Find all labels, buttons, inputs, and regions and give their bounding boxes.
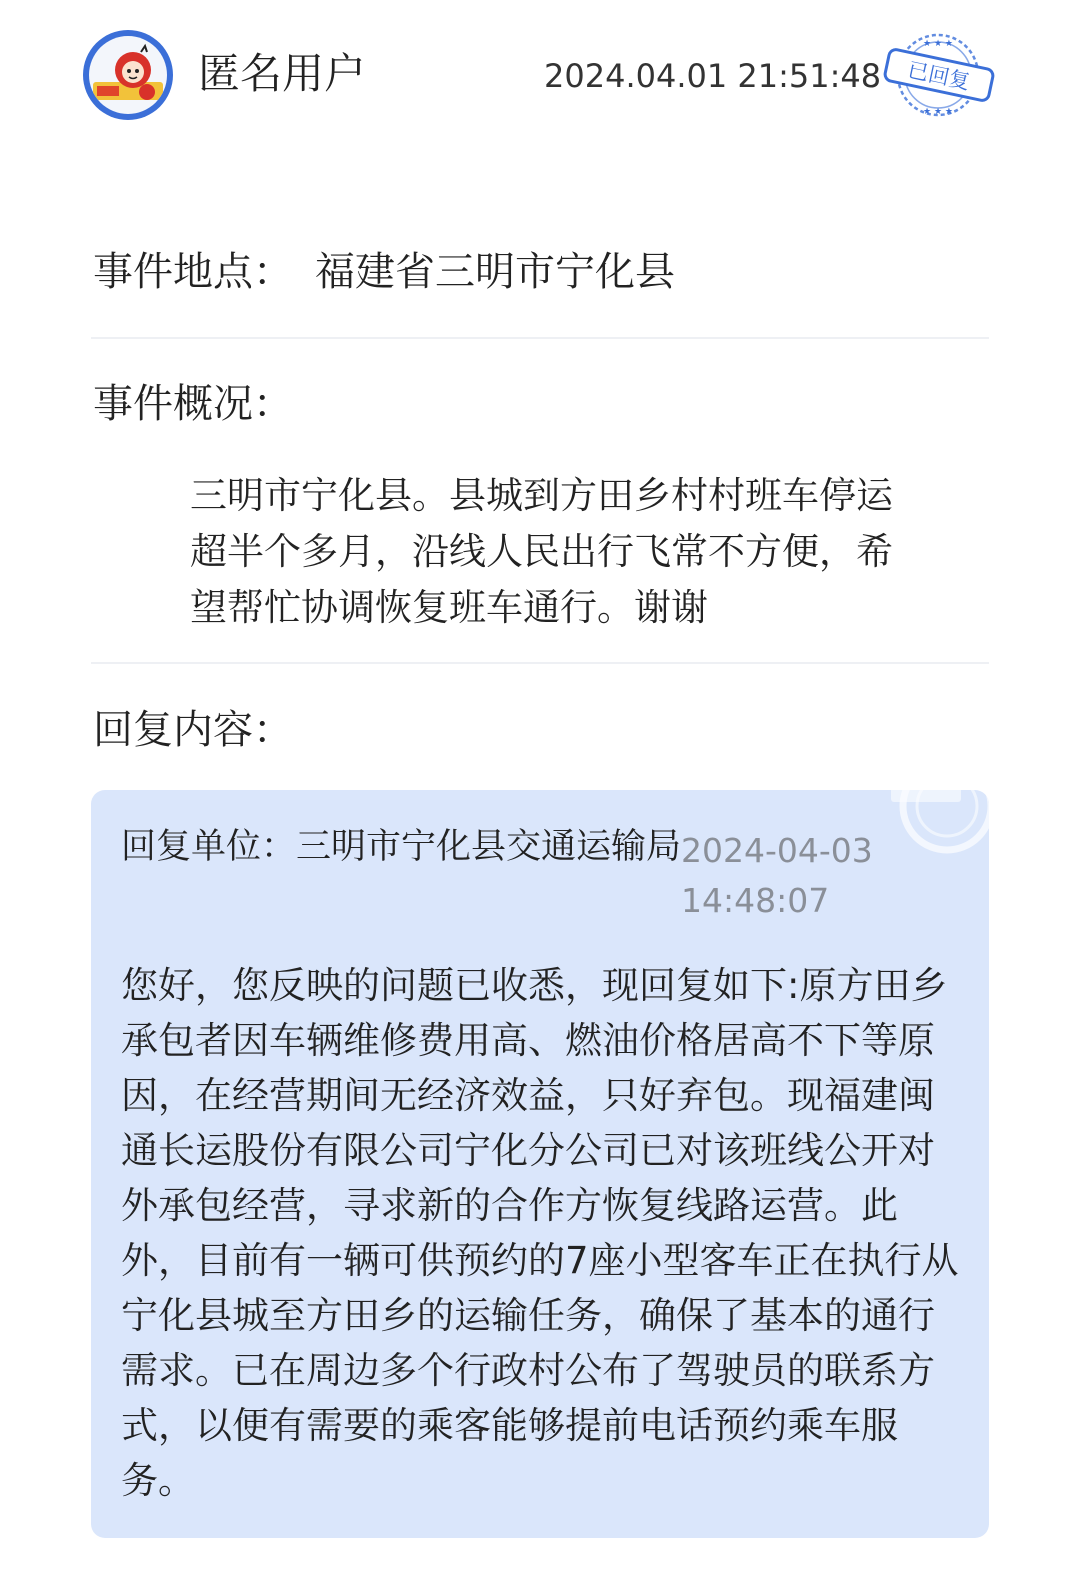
mascot-avatar-icon — [89, 36, 167, 114]
username: 匿名用户 — [198, 49, 367, 98]
divider — [91, 337, 989, 339]
user-avatar[interactable] — [83, 30, 173, 120]
replied-stamp-icon — [878, 28, 1000, 122]
post-timestamp: 2024.04.01 21:51:48 — [544, 57, 882, 95]
svg-text:★ ★ ★: ★ ★ ★ — [923, 107, 953, 117]
reply-card — [91, 790, 989, 1538]
reply-datetime — [681, 826, 881, 926]
post-header — [0, 0, 1080, 150]
reply-time: 14:48:07 — [681, 881, 830, 920]
location-label: 事件地点： — [93, 249, 293, 295]
divider — [91, 662, 989, 664]
reply-date: 2024-04-03 — [681, 831, 873, 870]
svg-text:★ ★ ★: ★ ★ ★ — [923, 39, 953, 49]
seal-stamp-icon — [875, 790, 989, 866]
reply-content: 您好，您反映的问题已收悉，现回复如下:原方田乡承包者因车辆维修费用高、燃油价格居高不下等原因，在经营期间无经济效益，只好弃包。现福建闽通长运股份有限公司宁化分公司已对该班线公开对外承包经营，寻求新的合作方恢复线路运营。此外，目前有一辆可供预约的7座小型客车正在执行从宁化县城至方田乡的运输任务，确保了基本的通行需求。已在周边多个行政村公布了驾驶员的联系方式，以便有需要的乘客能够提前电话预约乘车服务。 — [121, 964, 959, 1502]
reply-label: 回复内容： — [93, 707, 293, 753]
stamp-label: 已回复 — [905, 57, 973, 95]
summary-text: 三明市宁化县。县城到方田乡村村班车停运超半个多月，沿线人民出行飞常不方便，希望帮忙协调恢复班车通行。谢谢 — [190, 474, 893, 629]
location-value: 福建省三明市宁化县 — [315, 249, 675, 295]
reply-unit: 回复单位：三明市宁化县交通运输局 — [121, 827, 682, 867]
summary-label: 事件概况： — [93, 381, 293, 427]
